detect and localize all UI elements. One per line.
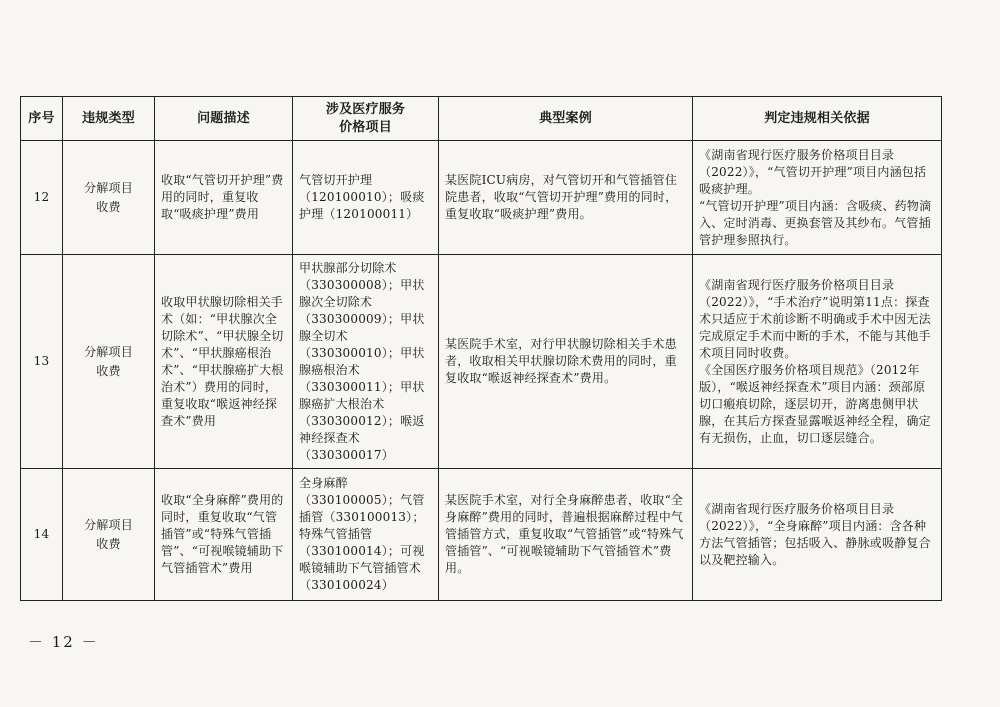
table-header-row — [21, 97, 942, 141]
row-case: 某医院手术室，对行甲状腺切除相关手术患者，收取相关甲状腺切除术费用的同时，重复收取“喉返神经探查术”费用。 — [439, 255, 693, 469]
row-items: 气管切开护理（120100010）；吸痰护理（120100011） — [293, 141, 439, 255]
row-basis: 《湖南省现行医疗服务价格项目目录（2022）》，“全身麻醉”项目内涵：含各种方法气管插管；包括吸入、静脉或吸静复合以及靶控输入。 — [693, 469, 942, 601]
row-items: 甲状腺部分切除术（330300008）；甲状腺次全切除术（330300009）；甲状腺全切术（330300010）；甲状腺癌根治术（330300011）；甲状腺癌扩大根治术（330300012）；喉返神经探查术（330300017） — [293, 255, 439, 469]
row-items: 全身麻醉（330100005）；气管插管（330100013）；特殊气管插管（330100014）；可视喉镜辅助下气管插管术（330100024） — [293, 469, 439, 601]
row-basis: 《湖南省现行医疗服务价格项目目录（2022）》，“手术治疗”说明第11点：探查术只适应于术前诊断不明确或手术中因无法完成原定手术而中断的手术，不能与其他手术项目同时收费。 《全国医疗服务价格项目规范》（2012年版），“喉返神经探查术”项目内涵：颈部原切口瘢痕切除，逐层切开，游离患侧甲状腺，在其后方探查显露喉返神经全程，确定有无损伤，止血，切口逐层缝合。 — [693, 255, 942, 469]
row-case: 某医院ICU病房，对气管切开和气管插管住院患者，收取“气管切开护理”费用的同时，重复收取“吸痰护理”费用。 — [439, 141, 693, 255]
row-type: 分解项目 收费 — [63, 255, 155, 469]
header-desc: 问题描述 — [155, 97, 293, 141]
row-num: 13 — [21, 255, 63, 469]
table-row — [21, 255, 942, 469]
header-items: 涉及医疗服务 价格项目 — [293, 97, 439, 141]
table-row — [21, 469, 942, 601]
row-basis: 《湖南省现行医疗服务价格项目目录（2022）》，“气管切开护理”项目内涵包括吸痰护理。 “气管切开护理”项目内涵：含吸痰、药物滴入、定时消毒、更换套管及其纱布。气管插管护理参照执行。 — [693, 141, 942, 255]
row-num: 14 — [21, 469, 63, 601]
header-num: 序号 — [21, 97, 63, 141]
header-type: 违规类型 — [63, 97, 155, 141]
header-case: 典型案例 — [439, 97, 693, 141]
row-type: 分解项目 收费 — [63, 141, 155, 255]
row-case: 某医院手术室，对行全身麻醉患者，收取“全身麻醉”费用的同时，普遍根据麻醉过程中气管插管方式，重复收取“气管插管”或“特殊气管插管”、“可视喉镜辅助下气管插管术”费用。 — [439, 469, 693, 601]
header-basis: 判定违规相关依据 — [693, 97, 942, 141]
row-type: 分解项目 收费 — [63, 469, 155, 601]
pricing-violation-table — [20, 96, 942, 601]
row-desc: 收取甲状腺切除相关手术（如：“甲状腺次全切除术”、“甲状腺全切术”、“甲状腺癌根治术”、“甲状腺癌扩大根治术”）费用的同时，重复收取“喉返神经探查术”费用 — [155, 255, 293, 469]
row-desc: 收取“气管切开护理”费用的同时，重复收取“吸痰护理”费用 — [155, 141, 293, 255]
row-desc: 收取“全身麻醉”费用的同时，重复收取“气管插管”或“特殊气管插管”、“可视喉镜辅助下气管插管术”费用 — [155, 469, 293, 601]
row-num: 12 — [21, 141, 63, 255]
page-number: － 12 － — [28, 633, 99, 651]
table-row — [21, 141, 942, 255]
